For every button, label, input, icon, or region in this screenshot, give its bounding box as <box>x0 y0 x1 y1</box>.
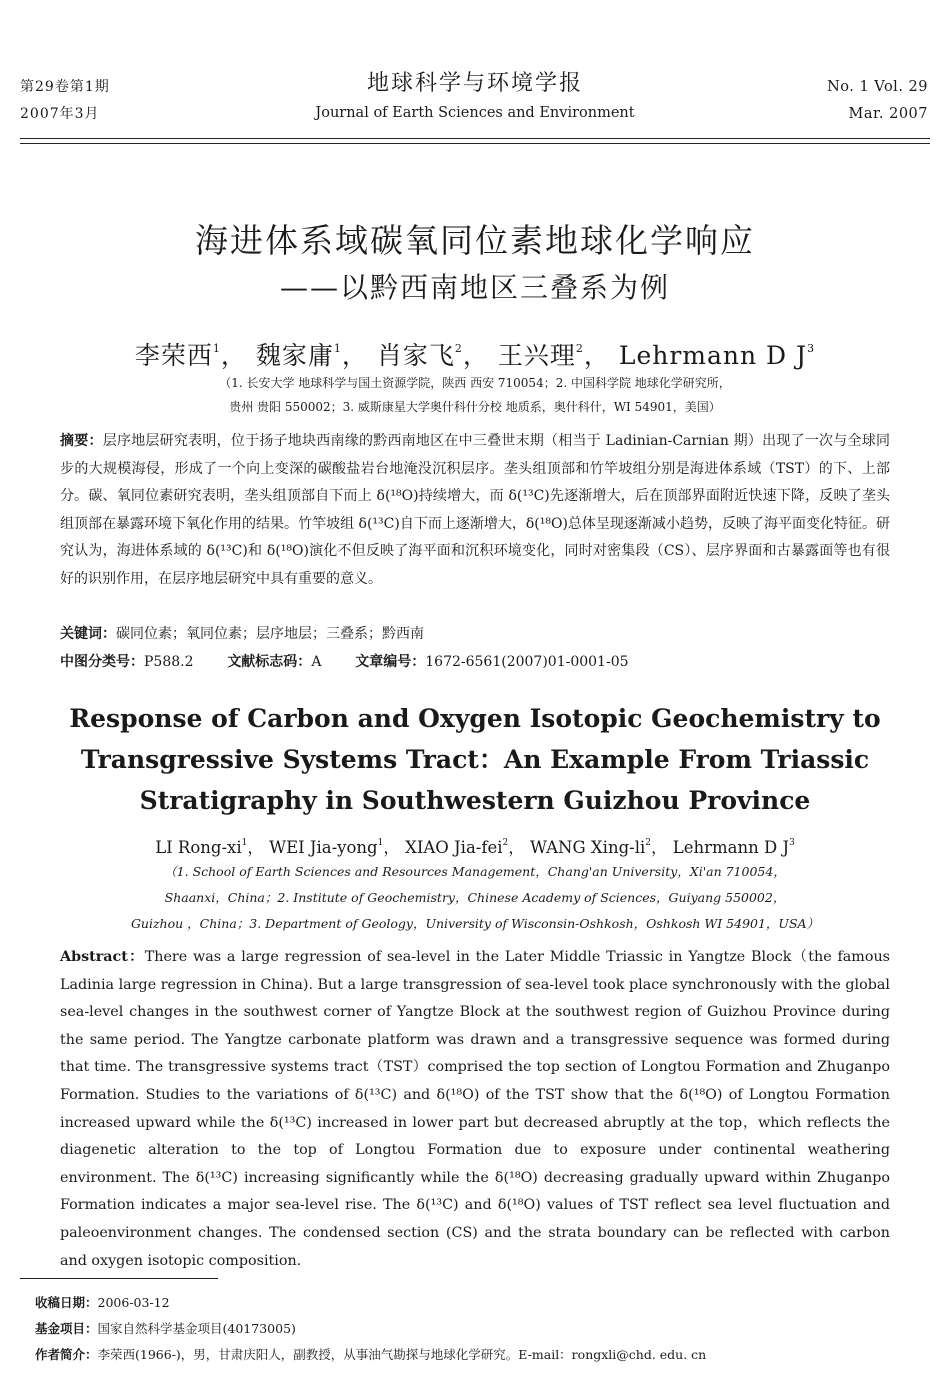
clc-value: P588.2 <box>144 654 194 670</box>
article-title-cn: 海进体系域碳氧同位素地球化学响应 <box>195 221 755 260</box>
author-cn: 魏家庸$^1$， <box>255 341 368 370</box>
author-en: WEI Jia-yong$^1$， <box>269 838 406 857</box>
volume-issue-cn: 第29卷第1期 <box>20 79 110 95</box>
author-cn: 李荣西$^1$， <box>134 341 247 370</box>
volume-issue-en: No. 1 Vol. 29 <box>827 79 928 95</box>
header-volume-en <box>827 74 928 128</box>
abstract-text-en: There was a large regression of sea-level in the Later Middle Triassic in Yangtze Block（the famous Ladinia large regression in China). But a large transgression of sea-level took place synchronously with the global sea-level changes in the southwest corner of Yangtze Block at the southwest region of Guizhou Province during the same period. The Yangtze carbonate platform was drawn and a transgressive sequence was formed during that time. The transgressive systems tract（TST）comprised the top section of Longtou Formation and Zhuganpo Formation. Studies to the variations of δ(¹³C) and δ(¹⁸O) of the TST show that the δ(¹⁸O) of Longtou Formation increased upward while the δ(¹³C) increased in lower part but decreased abruptly at the top，which reflects the diagenetic alteration to the top of Longtou Formation due to exposure under continental weathering environment. The δ(¹³C) increasing significantly while the δ(¹⁸O) decreasing gradually upward within Zhuganpo Formation indicates a major sea-level rise. The δ(¹³C) and δ(¹⁸O) values of TST reflect sea level fluctuation and paleoenvironment changes. The condensed section (CS) and the strata boundary can be reflected with carbon and oxygen isotopic composition. <box>60 949 890 1269</box>
footnote-rule <box>20 1278 218 1279</box>
abstract-cn <box>60 428 890 594</box>
date-cn: 2007年3月 <box>20 106 100 122</box>
article-title-en <box>0 698 950 821</box>
author-cn: 王兴理$^2$， <box>497 341 610 370</box>
abstract-label-en: Abstract <box>60 949 128 965</box>
article-no-value: 1672-6561(2007)01-0001-05 <box>425 654 629 670</box>
article-subtitle-cn: ——以黔西南地区三叠系为例 <box>279 271 670 304</box>
date-en: Mar. 2007 <box>848 106 928 122</box>
header-rule-thick <box>20 138 930 139</box>
footnotes <box>35 1290 706 1368</box>
footnote-fund: 基金项目：国家自然科学基金项目(40173005) <box>35 1321 296 1336</box>
clc-label: 中图分类号： <box>60 654 144 670</box>
title-en-line: Response of Carbon and Oxygen Isotopic Geochemistry to <box>69 704 881 733</box>
doc-code-label: 文献标志码： <box>227 654 312 670</box>
abstract-text-cn: 层序地层研究表明，位于扬子地块西南缘的黔西南地区在中三叠世末期（相当于 Ladinian-Carnian 期）出现了一次与全球同步的大规模海侵，形成了一个向上变深的碳酸盐岩台地淹没沉积层序。垄头组顶部和竹竿坡组分别是海进体系域（TST）的下、上部分。碳、氧同位素研究表明，垄头组顶部自下而上 δ(¹⁸O)持续增大，而 δ(¹³C)先逐渐增大，后在顶部界面附近快速下降，反映了垄头组顶部在暴露环境下氧化作用的结果。竹竿坡组 δ(¹³C)自下而上逐渐增大，δ(¹⁸O)总体呈现逐渐减小趋势，反映了海平面变化特征。研究认为，海进体系域的 δ(¹³C)和 δ(¹⁸O)演化不但反映了海平面和沉积环境变化，同时对密集段（CS）、层序界面和古暴露面等也有很好的识别作用，在层序地层研究中具有重要的意义。 <box>60 433 890 587</box>
affiliation-line: Shaanxi，China；2. Institute of Geochemistry，Chinese Academy of Sciences，Guiyang 550002， <box>164 890 786 905</box>
abstract-en: Abstract：There was a large regression of sea-level in the Later Middle Triassic in Yangtze Block（the famous Ladinia large regression in China). But a large transgression of sea-level took place synchronously with the global sea-level changes in the southwest corner of Yangtze Block at the southwest region of Guizhou Province during the same period. The Yangtze carbonate platform was drawn and a transgressive sequence was formed during that time. The transgressive systems tract（TST）comprised the top section of Longtou Formation and Zhuganpo Formation. Studies to the variations of δ(¹³C) and δ(¹⁸O) of the TST show that the δ(¹⁸O) of Longtou Formation increased upward while the δ(¹³C) increased in lower part but decreased abruptly at the top，which reflects the diagenetic alteration to the top of Longtou Formation due to exposure under continental weathering environment. The δ(¹³C) increasing significantly while the δ(¹⁸O) decreasing gradually upward within Zhuganpo Formation indicates a major sea-level rise. The δ(¹³C) and δ(¹⁸O) values of TST reflect sea level fluctuation and paleoenvironment changes. The condensed section (CS) and the strata boundary can be reflected with carbon and oxygen isotopic composition. <box>60 949 890 1269</box>
author-cn: Lehrmann D $J^3$ <box>618 341 816 370</box>
journal-title-en: Journal of Earth Sciences and Environment <box>315 105 635 121</box>
header-rule-thin <box>20 143 930 144</box>
author-list-cn <box>0 330 950 375</box>
keywords-cn <box>60 621 424 648</box>
author-en: XIAO Jia-fei$^2$， <box>405 838 530 857</box>
affiliations-en <box>0 859 950 937</box>
affiliations-cn <box>0 371 950 419</box>
footnote-author: 作者简介：李荣西(1966-)，男，甘肃庆阳人，副教授，从事油气勘探与地球化学研究。E-mail：rongxli@chd. edu. cn <box>35 1347 707 1362</box>
header-journal <box>0 66 950 121</box>
doc-code-value: A <box>311 654 322 670</box>
journal-title-cn: 地球科学与环境学报 <box>366 71 583 96</box>
author-en: LI Rong-$xi^1$， <box>155 838 270 857</box>
affiliation-line: （1. School of Earth Sciences and Resources Management，Chang'an University，Xi'an 710054， <box>164 864 786 879</box>
affiliation-line: 贵州 贵阳 550002；3. 威斯康星大学奥什科什分校 地质系，奥什科什，WI 54901，美国） <box>229 400 721 414</box>
footnote-received: 收稿日期：2006-03-12 <box>35 1295 170 1310</box>
classification-line <box>60 649 629 676</box>
author-en: WANG Xing-$li^2$， <box>530 838 673 857</box>
author-en: Lehrmann D $J^3$ <box>672 838 795 857</box>
affiliation-line: Guizhou ，China；3. Department of Geology，University of Wisconsin-Oshkosh，Oshkosh WI 54901，USA） <box>130 916 820 931</box>
affiliation-line: （1. 长安大学 地球科学与国土资源学院，陕西 西安 710054；2. 中国科学院 地球化学研究所， <box>219 376 731 390</box>
abstract-label-cn: 摘要： <box>60 433 103 449</box>
title-en-line: Transgressive Systems Tract：An Example From Triassic <box>80 745 870 774</box>
author-list-en <box>0 830 950 861</box>
title-en-line: Stratigraphy in Southwestern Guizhou Province <box>139 786 811 815</box>
keywords-text: 碳同位素；氧同位素；层序地层；三叠系；黔西南 <box>116 626 424 642</box>
author-cn: 肖家飞$^2$， <box>376 341 489 370</box>
article-no-label: 文章编号： <box>355 654 426 670</box>
keywords-label: 关键词： <box>60 626 116 642</box>
